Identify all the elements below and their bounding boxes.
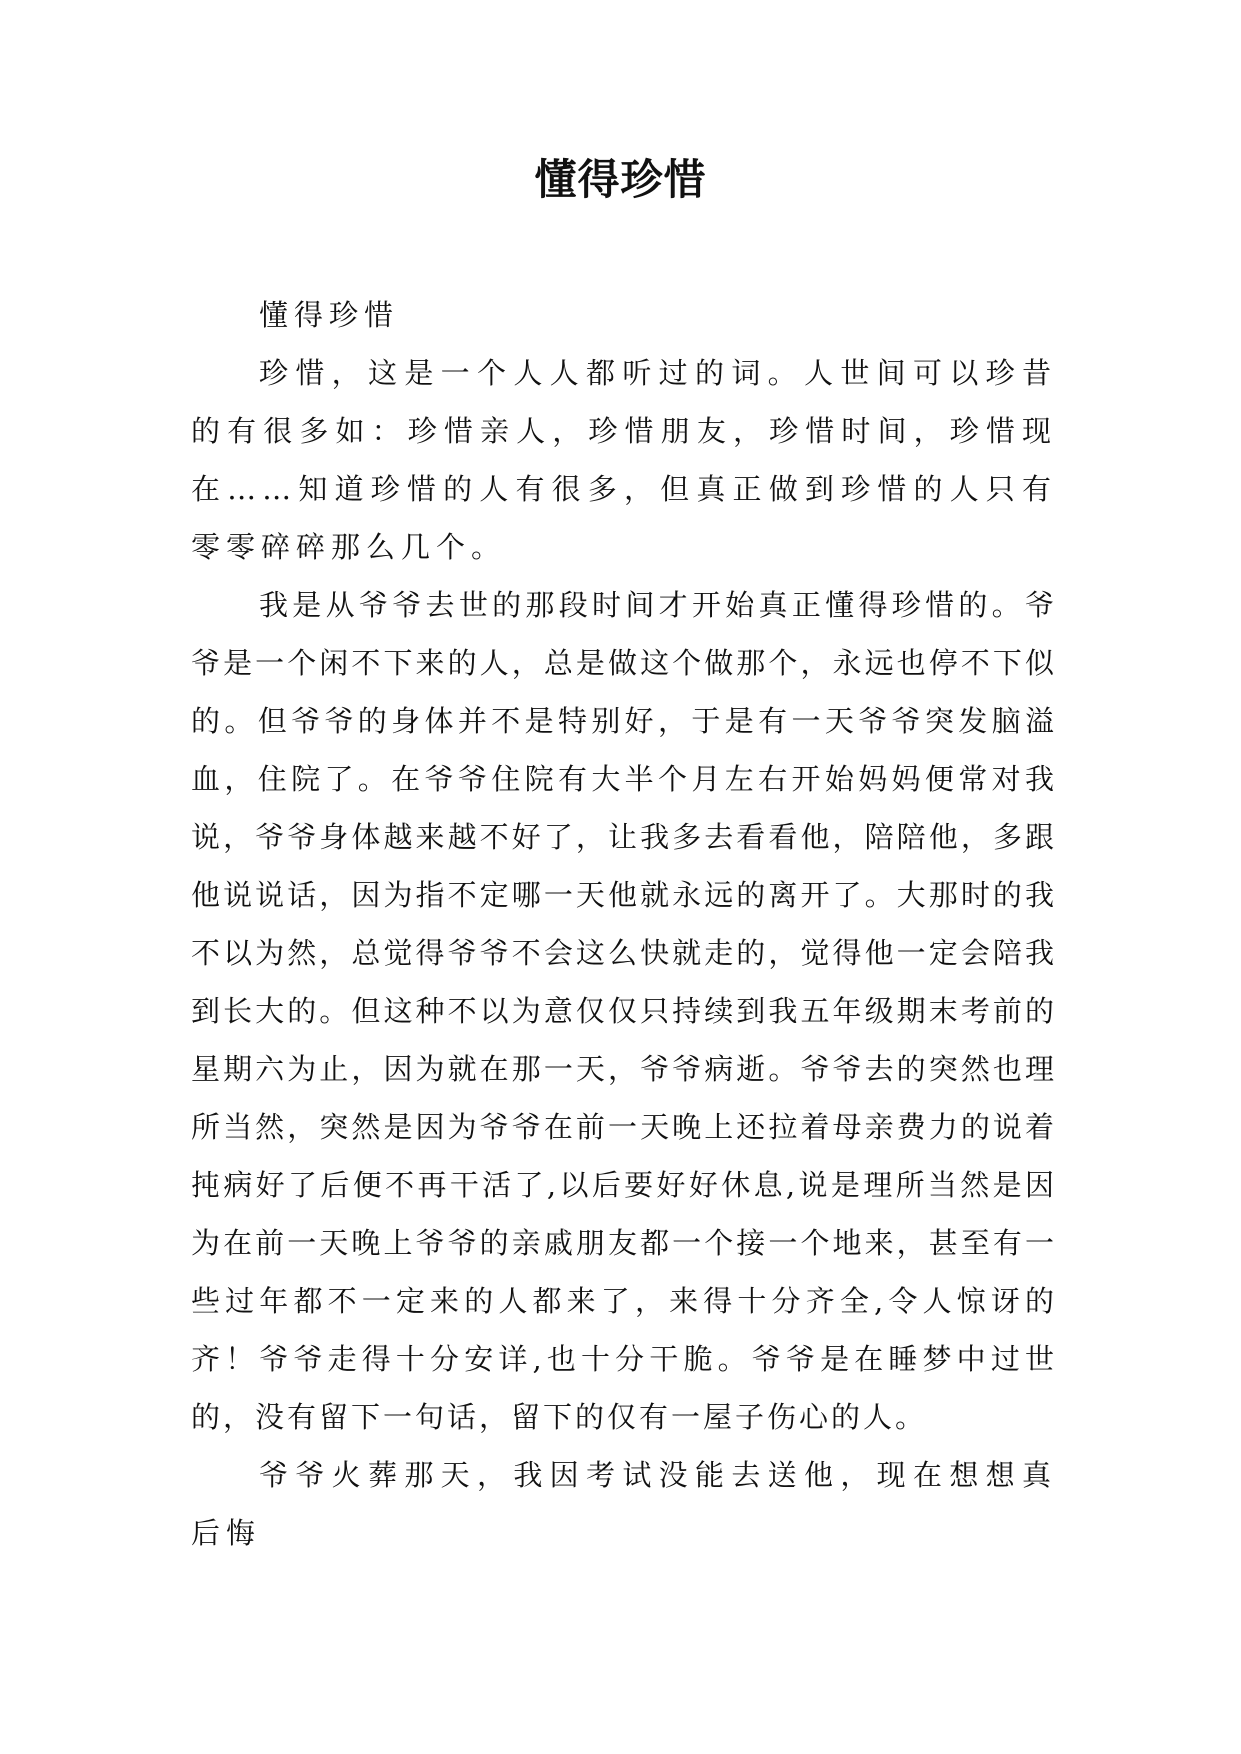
document-title: 懂得珍惜	[534, 155, 707, 204]
document-body	[191, 286, 1057, 1562]
paragraph-intro: 珍惜，这是一个人人都听过的词。人世间可以珍昔的有很多如：珍惜亲人，珍惜朋友，珍惜时间，珍惜现在……知道珍惜的人有很多，但真正做到珍惜的人只有零零碎碎那么几个。	[191, 356, 1057, 564]
paragraph-funeral: 爷爷火葬那天，我因考试没能去送他，现在想想真后悔	[191, 1458, 1057, 1550]
paragraph-story: 我是从爷爷去世的那段时间才开始真正懂得珍惜的。爷爷是一个闲不下来的人，总是做这个做那个，永远也停不下似的。但爷爷的身体并不是特别好，于是有一天爷爷突发脑溢血，住院了。在爷爷住院有大半个月左右开始妈妈便常对我说，爷爷身体越来越不好了，让我多去看看他，陪陪他，多跟他说说话，因为指不定哪一天他就永远的离开了。大那时的我不以为然，总觉得爷爷不会这么快就走的，觉得他一定会陪我到长大的。但这种不以为意仅仅只持续到我五年级期末考前的星期六为止，因为就在那一天，爷爷病逝。爷爷去的突然也理所当然，突然是因为爷爷在前一天晚上还拉着母亲费力的说着扽病好了后便不再干活了,以后要好好休息,说是理所当然是因为在前一天晚上爷爷的亲戚朋友都一个接一个地来，甚至有一些过年都不一定来的人都来了，来得十分齐全,令人惊讶的齐！爷爷走得十分安详,也十分干脆。爷爷是在睡梦中过世的，没有留下一句话，留下的仅有一屋子伤心的人。	[191, 588, 1057, 1434]
paragraph-heading: 懂得珍惜	[259, 298, 400, 332]
